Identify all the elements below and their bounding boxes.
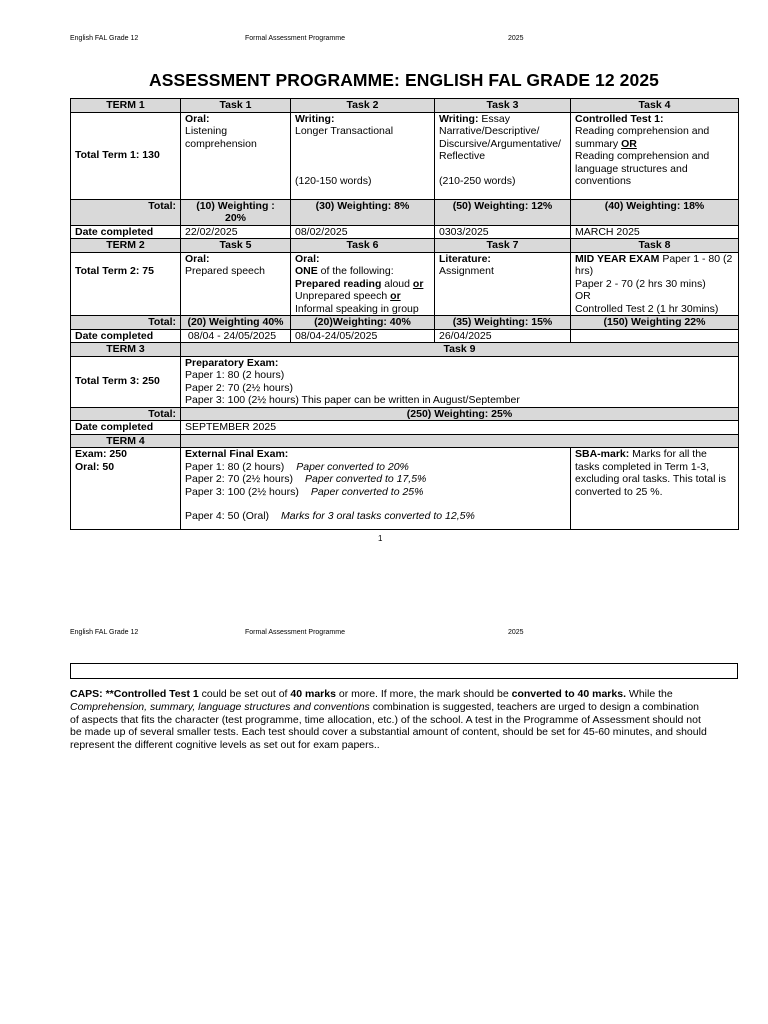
term1-weight-row	[71, 199, 739, 225]
final-paper4: Paper 4: 50 (Oral)	[185, 510, 270, 522]
task6-one: ONE	[295, 265, 318, 277]
header-right: 2025	[508, 35, 524, 42]
header-left: English FAL Grade 12	[70, 35, 139, 42]
final-paper2: Paper 2: 70 (2½ hours)	[185, 473, 293, 485]
task8-paper2: Paper 2 - 70 (2 hrs 30 mins)	[575, 277, 706, 290]
task6-weight: (20)Weighting: 40%	[291, 316, 435, 330]
task8-weight: (150) Weighting 22%	[571, 316, 739, 330]
sba-label: SBA-mark:	[575, 448, 630, 460]
task6-or-2: or	[390, 290, 401, 302]
term3-total-row-label: Total:	[71, 407, 181, 421]
term2-total-label: Total Term 2: 75	[71, 252, 181, 316]
term2-head: TERM 2	[71, 239, 181, 253]
caps-label: CAPS: **Controlled Test 1	[70, 688, 199, 700]
caps-text-2: or more. If more, the mark should be	[335, 688, 512, 700]
task3-head: Task 3	[435, 99, 571, 113]
task3-desc: Essay Narrative/Descriptive/ Discursive/Argumentative/ Reflective	[439, 112, 561, 162]
task6-head: Task 6	[291, 239, 435, 253]
task3-words: (210-250 words)	[439, 174, 516, 187]
term2-header-row	[71, 239, 739, 253]
final-exam-type: External Final Exam:	[185, 448, 289, 460]
task2-desc: Longer Transactional	[295, 125, 394, 137]
caps-note	[70, 688, 710, 752]
task4-date: MARCH 2025	[571, 225, 739, 239]
caps-marks: 40 marks	[290, 688, 336, 700]
term4-exam: Exam: 250	[75, 448, 127, 460]
term2-date-label: Date completed	[71, 329, 181, 343]
task4-cell	[571, 112, 739, 199]
term3-content-row	[71, 356, 739, 407]
task3-type: Writing:	[439, 112, 479, 125]
term4-head: TERM 4	[71, 434, 181, 448]
task9-paper3: Paper 3: 100 (2½ hours) This paper can be written in August/September	[185, 394, 520, 406]
task8-or: OR	[575, 290, 591, 302]
task3-cell	[435, 112, 571, 199]
caps-text-1: could be set out of	[198, 688, 291, 700]
task4-desc2: Reading comprehension and language structures and conventions	[575, 150, 710, 187]
term3-weight-row	[71, 407, 739, 421]
task9-weight: (250) Weighting: 25%	[181, 407, 739, 421]
task2-words: (120-150 words)	[295, 174, 372, 187]
task6-or-1: or	[412, 277, 424, 290]
task6-aloud: aloud	[381, 277, 413, 290]
task5-type: Oral:	[185, 252, 210, 265]
term1-total-row-label: Total:	[71, 199, 181, 225]
final-paper3: Paper 3: 100 (2½ hours)	[185, 485, 299, 498]
task2-weight: (30) Weighting: 8%	[291, 199, 435, 225]
task4-desc1: Reading comprehension and summary	[575, 125, 710, 150]
task8-date	[571, 329, 739, 343]
task4-type: Controlled Test 1:	[575, 112, 664, 125]
task1-cell	[181, 112, 291, 199]
final-paper2-note: Paper converted to 17,5%	[304, 473, 427, 485]
caps-text-4: combination is suggested, teachers are urged to design a combination of aspects that fits the character (test programme, time allocation, etc.) of the school. A test in the Programme of Assessment should not be made up of several smaller tests. Each test should cover a substantial amount of content, should be set for 45-60 minutes, and should represent the different cognitive levels as set out for exam papers..	[70, 700, 707, 752]
term2-date-row	[71, 329, 739, 343]
task6-informal: Informal speaking in group	[295, 302, 419, 315]
task7-date: 26/04/2025	[435, 329, 571, 343]
task5-weight: (20) Weighting 40%	[181, 316, 291, 330]
task7-type: Literature:	[439, 252, 491, 265]
task9-head: Task 9	[181, 343, 739, 357]
task6-unprepared: Unprepared speech	[295, 290, 391, 302]
term2-total-row-label: Total:	[71, 316, 181, 330]
task2-type: Writing:	[295, 112, 335, 125]
term4-totals	[71, 448, 181, 530]
final-paper1: Paper 1: 80 (2 hours)	[185, 460, 285, 473]
term1-head: TERM 1	[71, 99, 181, 113]
task9-type: Preparatory Exam:	[185, 356, 279, 369]
term1-header-row	[71, 99, 739, 113]
caps-text-3: While the	[626, 688, 673, 700]
task1-date: 22/02/2025	[181, 225, 291, 239]
task5-date: 08/04 - 24/05/2025	[181, 329, 291, 343]
task3-weight: (50) Weighting: 12%	[435, 199, 571, 225]
task5-head: Task 5	[181, 239, 291, 253]
term4-header-row	[71, 434, 739, 448]
task5-cell	[181, 252, 291, 316]
task8-head: Task 8	[571, 239, 739, 253]
caps-converted: converted to 40 marks.	[511, 688, 626, 700]
term1-date-label: Date completed	[71, 225, 181, 239]
caps-italic: Comprehension, summary, language structures and conventions	[70, 700, 370, 713]
sba-text: Marks for all the tasks completed in Term 1-3, excluding oral tasks. This total is converted to 25 %.	[575, 448, 726, 498]
final-exam-cell	[181, 448, 571, 530]
task9-paper1: Paper 1: 80 (2 hours)	[185, 369, 285, 381]
task9-date: SEPTEMBER 2025	[181, 421, 739, 435]
final-paper3-note: Paper converted to 25%	[310, 485, 424, 498]
task4-weight: (40) Weighting: 18%	[571, 199, 739, 225]
task6-following: of the following:	[317, 265, 394, 277]
task3-date: 0303/2025	[435, 225, 571, 239]
final-paper4-note: Marks for 3 oral tasks converted to 12,5%	[281, 510, 475, 522]
task4-head: Task 4	[571, 99, 739, 113]
term3-date-row	[71, 421, 739, 435]
term2-weight-row	[71, 316, 739, 330]
page-title: ASSESSMENT PROGRAMME: ENGLISH FAL GRADE 12 2025	[148, 70, 660, 90]
task7-head: Task 7	[435, 239, 571, 253]
term2-content-row	[71, 252, 739, 316]
task6-type: Oral:	[295, 252, 320, 265]
task5-desc: Prepared speech	[185, 265, 265, 277]
term4-head-filler	[181, 434, 739, 448]
task6-cell	[291, 252, 435, 316]
task6-prepared: Prepared reading	[295, 277, 382, 290]
term3-total-label: Total Term 3: 250	[71, 356, 181, 407]
term4-content-row	[71, 448, 739, 530]
task4-or: OR	[621, 137, 637, 150]
task2-cell	[291, 112, 435, 199]
task1-weight: (10) Weighting : 20%	[181, 199, 291, 225]
task2-head: Task 2	[291, 99, 435, 113]
term3-header-row	[71, 343, 739, 357]
page-number: 1	[378, 534, 383, 543]
assessment-table	[70, 98, 739, 530]
task8-type: MID YEAR EXAM	[575, 252, 660, 265]
task9-cell	[181, 356, 739, 407]
task9-paper2: Paper 2: 70 (2½ hours)	[185, 381, 293, 394]
empty-table-row	[70, 663, 738, 679]
task2-date: 08/02/2025	[291, 225, 435, 239]
task8-cell	[571, 252, 739, 316]
task7-cell	[435, 252, 571, 316]
final-paper1-note: Paper converted to 20%	[296, 460, 409, 473]
task1-type: Oral:	[185, 112, 210, 125]
term1-total-label: Total Term 1: 130	[71, 112, 181, 199]
task1-desc: Listening comprehension	[185, 125, 257, 150]
header-right-2: 2025	[508, 629, 524, 636]
header-left-2: English FAL Grade 12	[70, 629, 139, 636]
task7-weight: (35) Weighting: 15%	[435, 316, 571, 330]
task8-paper1: Paper 1 - 80 (2 hrs)	[575, 252, 733, 277]
task7-desc: Assignment	[439, 265, 494, 277]
term4-oral: Oral: 50	[75, 460, 115, 473]
task8-controlled-test: Controlled Test 2 (1 hr 30mins)	[575, 302, 719, 315]
term1-date-row	[71, 225, 739, 239]
term1-content-row	[71, 112, 739, 199]
sba-cell	[571, 448, 739, 530]
task6-date: 08/04-24/05/2025	[291, 329, 435, 343]
term3-date-label: Date completed	[71, 421, 181, 435]
header-center: Formal Assessment Programme	[245, 35, 345, 42]
task1-head: Task 1	[181, 99, 291, 113]
term3-head: TERM 3	[71, 343, 181, 357]
header-center-2: Formal Assessment Programme	[245, 629, 345, 636]
